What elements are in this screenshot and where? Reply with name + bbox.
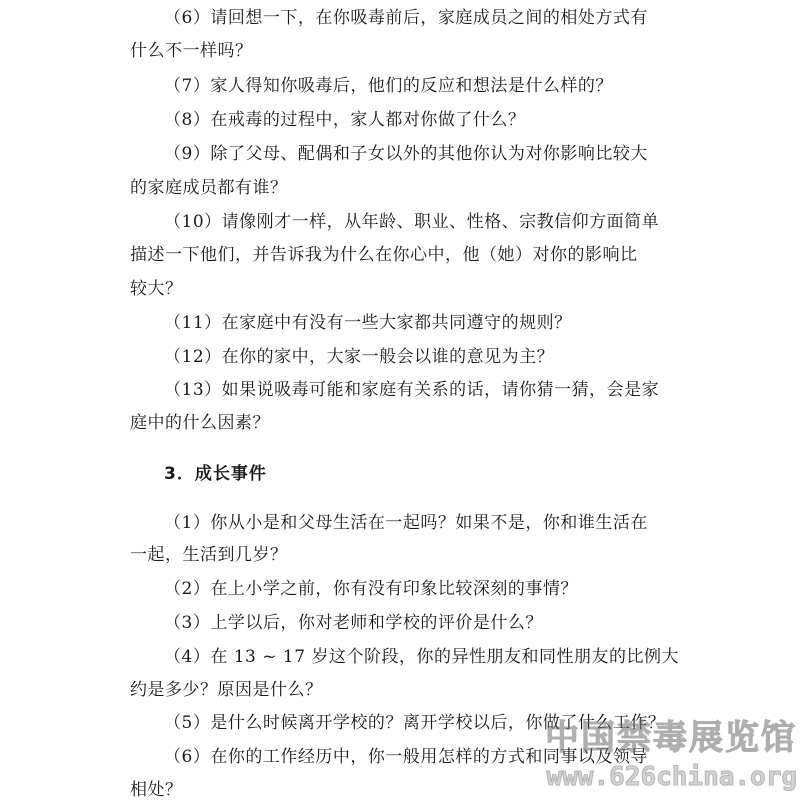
paragraph-line: 什么不一样吗？ (130, 41, 253, 61)
section-heading: 3．成长事件 (164, 464, 267, 484)
paragraph-line: 的家庭成员都有谁？ (130, 178, 288, 198)
paragraph-line: 约是多少？原因是什么？ (130, 680, 323, 700)
paragraph-line: （5）是什么时候离开学校的？离开学校以后，你做了什么工作？ (164, 713, 666, 733)
paragraph-line: （4）在 13 ~ 17 岁这个阶段，你的异性朋友和同性朋友的比例大 (164, 647, 679, 667)
paragraph-line: 较大？ (130, 279, 183, 299)
paragraph-line: （3）上学以后，你对老师和学校的评价是什么？ (164, 613, 543, 633)
paragraph-line: 一起，生活到几岁？ (130, 545, 288, 565)
paragraph-line: （9）除了父母、配偶和子女以外的其他你认为对你影响比较大 (164, 144, 648, 164)
paragraph-line: （13）如果说吸毒可能和家庭有关系的话，请你猜一猜，会是家 (164, 380, 660, 400)
paragraph-line: （2）在上小学之前，你有没有印象比较深刻的事情？ (164, 579, 578, 599)
paragraph-line: 庭中的什么因素？ (130, 413, 270, 433)
paragraph-line: （12）在你的家中，大家一般会以谁的意见为主？ (164, 347, 555, 367)
paragraph-line: （6）在你的工作经历中，你一般用怎样的方式和同事以及领导 (164, 747, 648, 767)
paragraph-line: （1）你从小是和父母生活在一起吗？如果不是，你和谁生活在 (164, 513, 648, 533)
paragraph-line: （8）在戒毒的过程中，家人都对你做了什么？ (164, 110, 526, 130)
paragraph-line: （6）请回想一下，在你吸毒前后，家庭成员之间的相处方式有 (164, 8, 648, 28)
paragraph-line: 相处？ (130, 780, 183, 800)
paragraph-line: （7）家人得知你吸毒后，他们的反应和想法是什么样的？ (164, 76, 613, 96)
watermark-url: www.626china.org (546, 762, 797, 792)
watermark-title: 中国禁毒展览馆 (545, 718, 797, 758)
paragraph-line: 描述一下他们，并告诉我为什么在你心中，他（她）对你的影响比 (130, 245, 638, 265)
paragraph-line: （11）在家庭中有没有一些大家都共同遵守的规则？ (164, 313, 572, 333)
paragraph-line: （10）请像刚才一样，从年龄、职业、性格、宗教信仰方面简单 (164, 212, 660, 232)
